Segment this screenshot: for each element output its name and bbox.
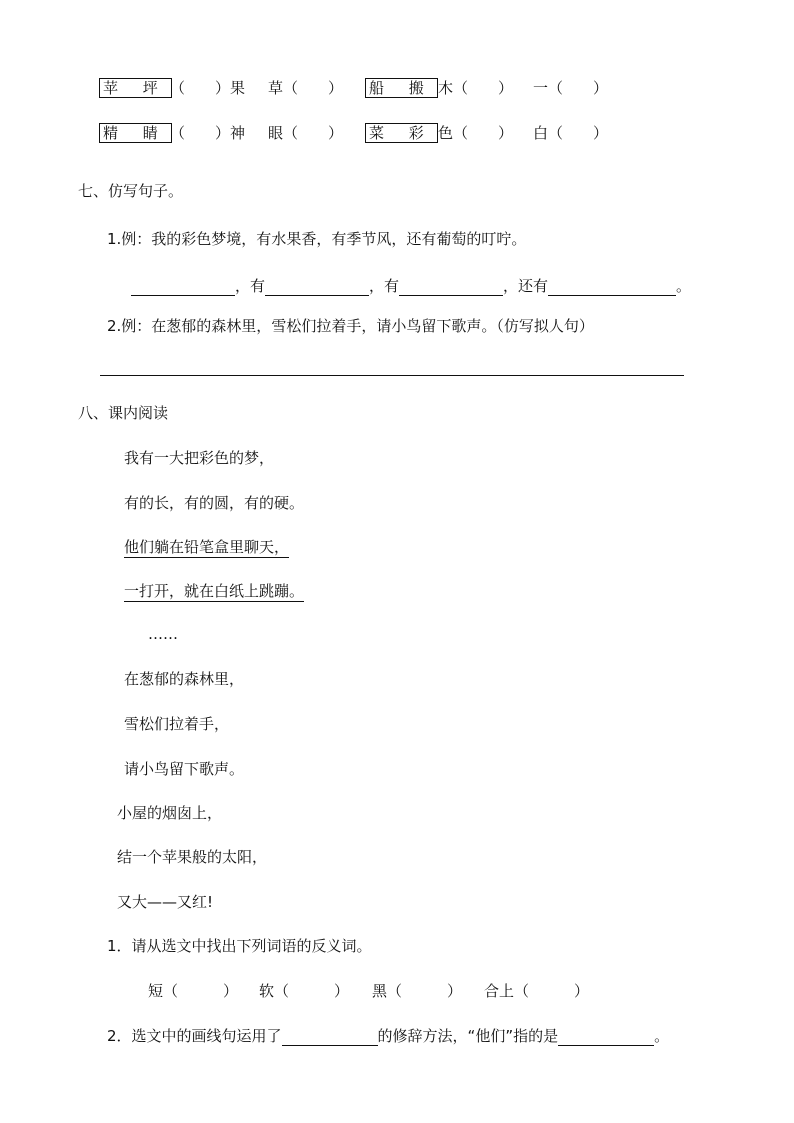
answer-blank[interactable] (131, 279, 235, 296)
underlined-text: 一打开，就在白纸上跳蹦。 (124, 582, 305, 600)
fill-item: 木（ ） (438, 79, 514, 97)
fill-item: 眼（ ） (268, 124, 344, 142)
antonym-item: 合上（ ） (484, 982, 590, 1000)
answer-blank[interactable] (558, 1029, 654, 1046)
fill-item: （ ）神 (170, 124, 246, 142)
fill-item: 草（ ） (268, 79, 344, 97)
fill-item: （ ）果 (170, 79, 246, 97)
poem-line-underlined (124, 581, 304, 601)
char-pair-box (365, 123, 438, 143)
char-pair-4: 菜 彩 (365, 123, 438, 143)
answer-blank[interactable] (399, 279, 503, 296)
char-pair-1: 苹 坪 (99, 78, 172, 98)
answer-line[interactable] (100, 375, 684, 376)
example-sentence: 2.例：在葱郁的森林里，雪松们拉着手，请小鸟留下歌声。（仿写拟人句） (107, 317, 594, 335)
question-prompt: 1．请从选文中找出下列词语的反义词。 (107, 937, 372, 955)
fill-item: 白（ ） (533, 124, 609, 142)
poem-line: 小屋的烟囱上， (117, 804, 223, 822)
example-sentence: 1.例：我的彩色梦境，有水果香，有季节风，还有葡萄的叮咛。 (107, 230, 527, 248)
section-heading: 七、仿写句子。 (78, 182, 184, 200)
poem-line: 雪松们拉着手， (124, 715, 230, 733)
char-pair-2: 船 搬 (365, 78, 438, 98)
antonym-item: 软（ ） (259, 982, 350, 1000)
poem-line-underlined (124, 537, 289, 557)
section-heading: 八、课内阅读 (78, 404, 169, 422)
poem-line: 有的长，有的圆，有的硬。 (124, 494, 305, 512)
fill-item: 一（ ） (533, 79, 609, 97)
fill-item: 色（ ） (438, 124, 514, 142)
poem-line: 又大——又红! (117, 893, 214, 911)
antonym-item: 黑（ ） (372, 982, 463, 1000)
question-prompt: 2．选文中的画线句运用了 的修辞方法，“他们”指的是 。 (107, 1027, 670, 1045)
answer-blank[interactable] (282, 1029, 378, 1046)
poem-line: 结一个苹果般的太阳， (117, 848, 268, 866)
char-pair-box (99, 78, 172, 98)
answer-blank[interactable] (548, 279, 676, 296)
char-pair-3: 精 睛 (99, 123, 172, 143)
fill-sentence: ，有 ，有 ，还有 。 (131, 276, 691, 296)
poem-line: 请小鸟留下歌声。 (124, 760, 245, 778)
answer-blank[interactable] (265, 279, 369, 296)
char-pair-box (365, 78, 438, 98)
poem-line: 我有一大把彩色的梦， (124, 449, 275, 467)
underlined-text: 他们躺在铅笔盒里聊天， (124, 538, 290, 556)
poem-line: 在葱郁的森林里， (124, 670, 245, 688)
char-pair-box (99, 123, 172, 143)
antonym-item: 短（ ） (148, 982, 239, 1000)
poem-ellipsis: …… (148, 625, 178, 643)
